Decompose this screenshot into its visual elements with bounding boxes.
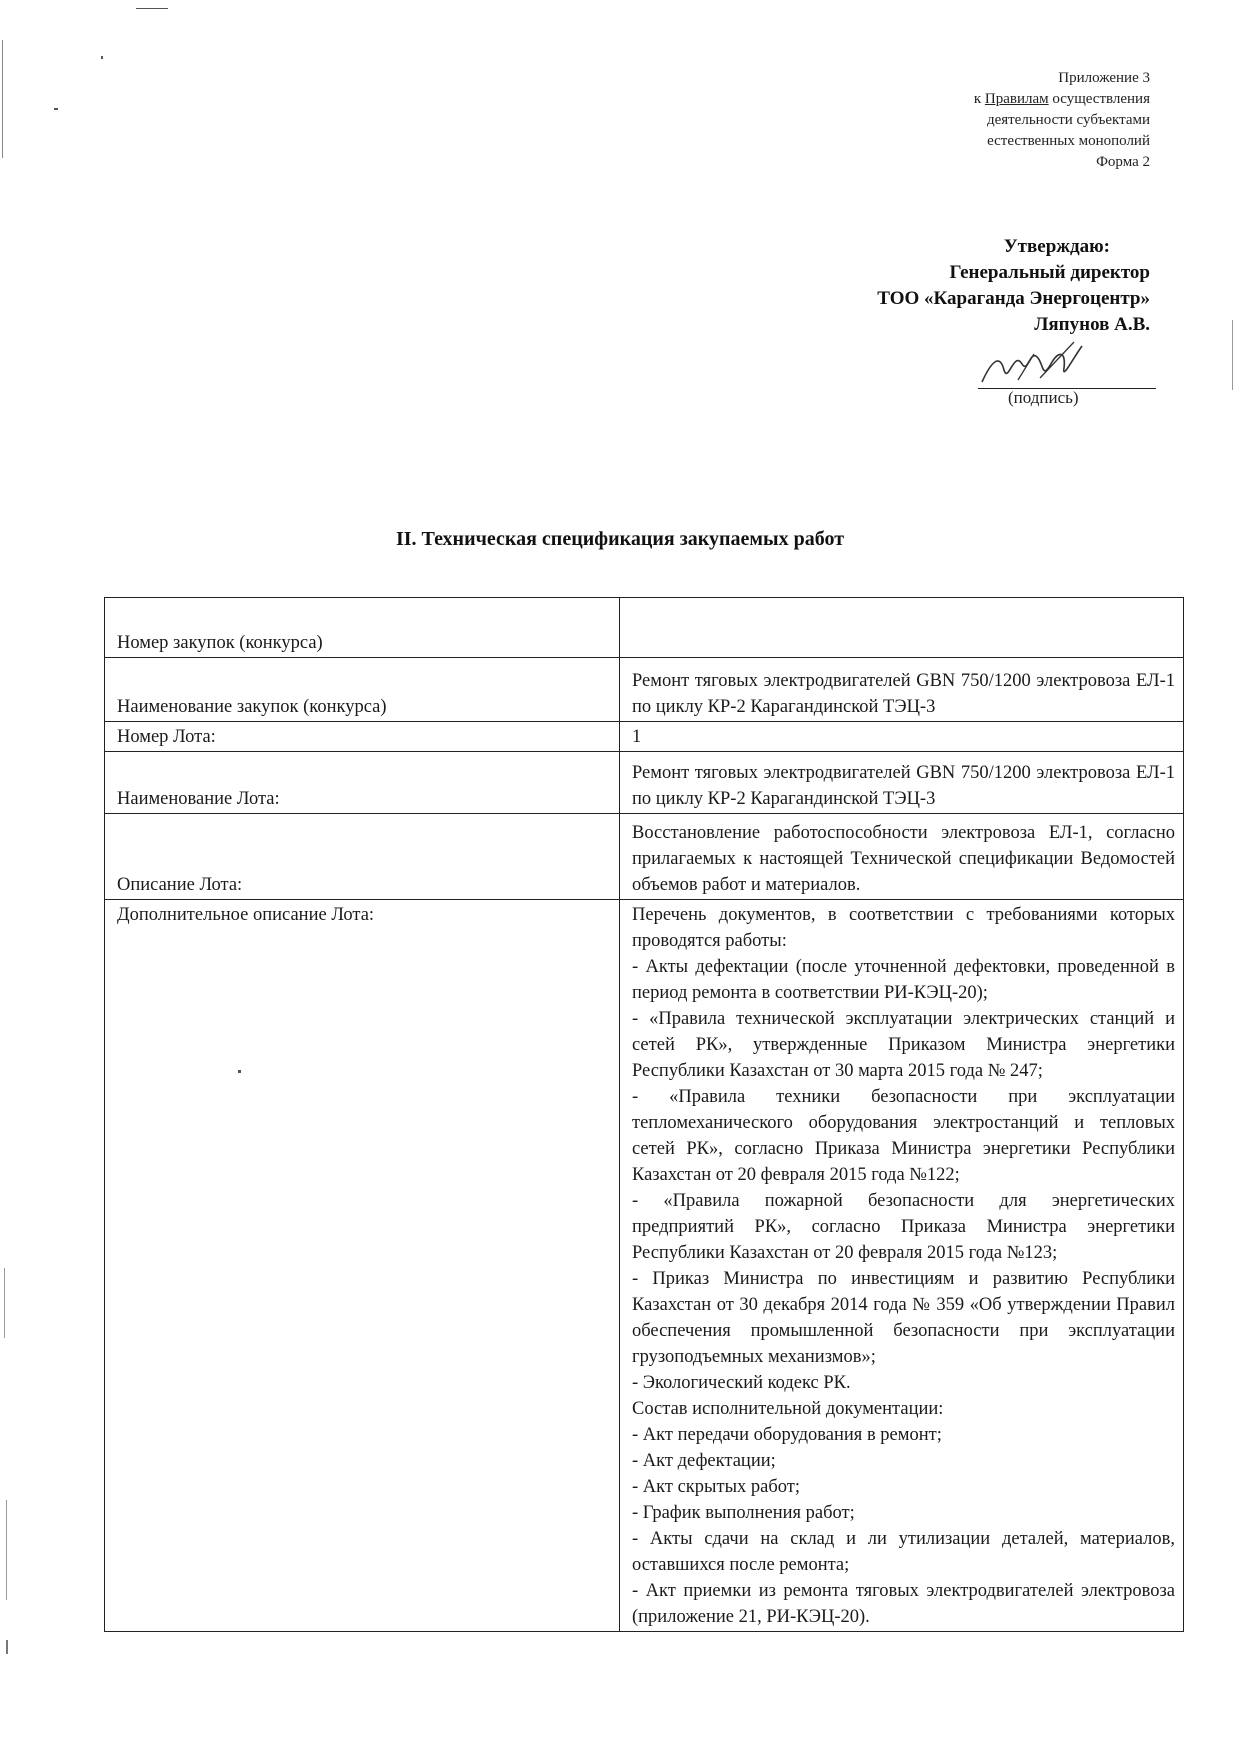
approval-company: ТОО «Караганда Энергоцентр» bbox=[877, 288, 1150, 309]
approval-heading: Утверждаю: bbox=[1003, 236, 1110, 257]
appendix-line-4: естественных монополий bbox=[987, 133, 1150, 149]
additional-line: - Акт дефектации; bbox=[632, 1451, 776, 1471]
table-row bbox=[105, 658, 1184, 722]
table-row bbox=[105, 722, 1184, 752]
row-value-lot-name: Ремонт тяговых электродвигателей GBN 750/1200 электровоза ЕЛ-1 по циклу КР-2 Карагандинской ТЭЦ-3 bbox=[620, 752, 1184, 814]
additional-line: - Приказ Министра по инвестициям и развитию Республики Казахстан от 30 декабря 2014 года № 359 «Об утверждении Правил обеспечения промышленной безопасности при эксплуатации грузоподъемных механизмов»; bbox=[632, 1269, 1175, 1367]
additional-line: - Экологический кодекс РК. bbox=[632, 1373, 851, 1393]
appendix-prefix: к bbox=[973, 91, 985, 107]
row-value-procurement-name: Ремонт тяговых электродвигателей GBN 750/1200 электровоза ЕЛ-1 по циклу КР-2 Карагандинской ТЭЦ-3 bbox=[620, 658, 1184, 722]
additional-line: - Акты сдачи на склад и ли утилизации деталей, материалов, оставшихся после ремонта; bbox=[632, 1529, 1175, 1575]
approval-block bbox=[877, 234, 1150, 338]
table-row bbox=[105, 900, 1184, 1632]
row-label-lot-number: Номер Лота: bbox=[105, 722, 620, 752]
rules-link: Правилам bbox=[984, 91, 1049, 107]
table-row bbox=[105, 598, 1184, 658]
specification-table bbox=[104, 597, 1184, 1632]
table-row bbox=[105, 752, 1184, 814]
row-value-lot-number: 1 bbox=[620, 722, 1184, 752]
row-label-lot-description: Описание Лота: bbox=[105, 814, 620, 900]
additional-line: - Акт скрытых работ; bbox=[632, 1477, 800, 1497]
row-label-procurement-name: Наименование закупок (конкурса) bbox=[105, 658, 620, 722]
additional-line: - «Правила пожарной безопасности для энергетических предприятий РК», согласно Приказа Министра энергетики Республики Казахстан от 20 февраля 2015 года №123; bbox=[632, 1191, 1175, 1263]
additional-line: Состав исполнительной документации: bbox=[632, 1399, 944, 1419]
row-value-lot-description: Восстановление работоспособности электровоза ЕЛ-1, согласно прилагаемых к настоящей Технической спецификации Ведомостей объемов работ и материалов. bbox=[620, 814, 1184, 900]
signature-caption: (подпись) bbox=[1008, 388, 1079, 407]
section-title: II. Техническая спецификация закупаемых работ bbox=[395, 528, 845, 550]
handwritten-signature bbox=[978, 340, 1098, 388]
appendix-line-3: деятельности субъектами bbox=[986, 112, 1150, 128]
additional-line: Перечень документов, в соответствии с требованиями которых проводятся работы: bbox=[632, 905, 1175, 951]
additional-line: - График выполнения работ; bbox=[632, 1503, 855, 1523]
appendix-line-2 bbox=[974, 89, 1150, 110]
appendix-line-1: Приложение 3 bbox=[1058, 70, 1150, 86]
row-label-procurement-number: Номер закупок (конкурса) bbox=[105, 598, 620, 658]
additional-line: - Акт приемки из ремонта тяговых электродвигателей электровоза (приложение 21, РИ-КЭЦ-20). bbox=[632, 1581, 1175, 1627]
additional-line: - «Правила технической эксплуатации электрических станций и сетей РК», утвержденные Приказом Министра энергетики Республики Казахстан от 30 марта 2015 года № 247; bbox=[632, 1009, 1175, 1081]
approval-person: Ляпунов А.В. bbox=[1034, 314, 1150, 335]
row-label-additional-description: Дополнительное описание Лота: bbox=[105, 900, 620, 1632]
additional-line: - Акты дефектации (после уточненной дефектовки, проведенной в период ремонта в соответствии РИ-КЭЦ-20); bbox=[632, 957, 1175, 1003]
row-value-procurement-number bbox=[620, 598, 1184, 658]
additional-line: - Акт передачи оборудования в ремонт; bbox=[632, 1425, 942, 1445]
appendix-suffix: осуществления bbox=[1048, 91, 1150, 107]
appendix-header bbox=[974, 68, 1150, 173]
appendix-line-5: Форма 2 bbox=[1096, 154, 1150, 170]
approval-position: Генеральный директор bbox=[949, 262, 1150, 283]
table-row bbox=[105, 814, 1184, 900]
row-value-additional-description bbox=[620, 900, 1184, 1632]
additional-line: - «Правила техники безопасности при эксплуатации тепломеханического оборудования электростанций и тепловых сетей РК», согласно Приказа Министра энергетики Республики Казахстан от 20 февраля 2015 года №122; bbox=[632, 1087, 1175, 1185]
row-label-lot-name: Наименование Лота: bbox=[105, 752, 620, 814]
